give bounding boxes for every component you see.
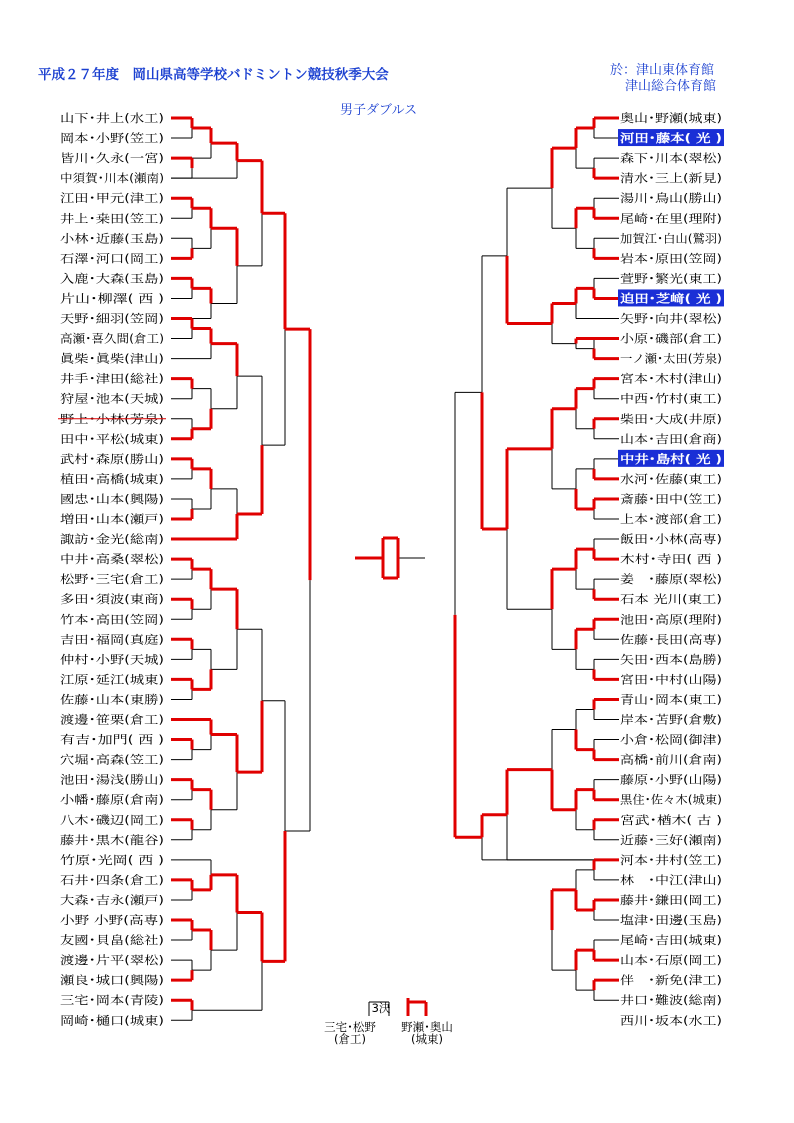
right-player-label: 矢野･向井(翠松) <box>620 311 722 326</box>
right-player-label: 林 ･中江(津山) <box>620 872 722 887</box>
right-player-label: 岩本･原田(笠岡) <box>620 251 722 266</box>
left-player-label: 狩屋･池本(天城) <box>60 391 164 406</box>
left-player-label: 有吉･加門( 西 ) <box>60 732 164 747</box>
left-player-label: 國忠･山本(興陽) <box>60 491 164 506</box>
left-player-label: 野上･小林(芳泉) <box>60 411 164 426</box>
right-player-label: 井口･難波(総南) <box>620 993 722 1008</box>
right-player-label: 姜 ･藤原(翠松) <box>620 572 722 587</box>
left-player-label: 増田･山本(瀬戸) <box>60 512 164 526</box>
left-player-label: 竹本･高田(笠岡) <box>60 612 164 627</box>
right-player-label: 小原･磯部(倉工) <box>620 331 722 346</box>
left-player-label: 佐藤･山本(東勝) <box>60 692 164 707</box>
left-player-label: 山下･井上(水工) <box>60 111 164 125</box>
left-player-label: 渡邊･笹栗(倉工) <box>60 712 164 727</box>
right-player-label: 斎藤･田中(笠工) <box>620 491 722 506</box>
left-player-label: 穴堀･高森(笠工) <box>60 752 164 767</box>
left-player-label: 植田･高橋(城東) <box>60 471 164 486</box>
left-player-label: 入鹿･大森(玉島) <box>60 271 164 286</box>
right-player-label: 伴 ･新免(津工) <box>620 973 722 988</box>
right-player-label: 山本･吉田(倉商) <box>620 431 722 446</box>
third-place-label: 3決 <box>371 1001 391 1015</box>
left-player-label: 岡本･小野(笠工) <box>60 131 164 146</box>
right-player-label: 飯田･小林(高専) <box>620 532 722 547</box>
right-player-label: 西川･坂本(水工) <box>620 1013 722 1028</box>
right-player-label: 清水･三上(新見) <box>620 171 722 186</box>
left-player-label: 松野･三宅(倉工) <box>60 572 164 587</box>
venue-line-2: 津山総合体育館 <box>625 79 717 94</box>
right-player-label: 中西･竹村(東工) <box>620 391 722 406</box>
right-player-label: 塩津･田邊(玉島) <box>620 913 722 927</box>
left-player-label: 小野 小野(高専) <box>60 913 164 927</box>
left-player-label: 岡崎･樋口(城東) <box>60 1013 164 1028</box>
left-player-label: 瀬良･城口(興陽) <box>60 973 164 988</box>
right-player-label: 森下･川本(翠松) <box>620 151 722 166</box>
right-player-label: 佐藤･長田(高専) <box>620 632 722 647</box>
left-player-label: 眞柴･眞柴(津山) <box>60 351 164 366</box>
right-player-label: 近藤･三好(瀬南) <box>620 832 722 847</box>
left-player-label: 片山･柳澤( 西 ) <box>60 291 164 306</box>
left-player-label: 小幡･藤原(倉南) <box>60 792 164 807</box>
right-player-label: 河田･藤本( 光 ) <box>620 131 722 146</box>
left-player-label: 江原･延江(城東) <box>60 672 164 687</box>
left-player-label: 三宅･岡本(青陵) <box>60 993 164 1008</box>
left-player-label: 高瀬･喜久間(倉工) <box>60 331 164 346</box>
right-player-label: 尾崎･吉田(城東) <box>620 933 722 948</box>
right-player-label: 石本 光川(東工) <box>620 592 722 607</box>
left-player-label: 井手･津田(総社) <box>60 371 164 386</box>
right-player-label: 一ノ瀬･太田(芳泉) <box>620 351 722 366</box>
right-player-label: 柴田･大成(井原) <box>620 411 722 426</box>
left-player-label: 諏訪･金光(総南) <box>60 532 164 547</box>
left-player-label: 皆川･久永(一宮) <box>60 151 164 166</box>
left-player-label: 池田･湯浅(勝山) <box>60 772 164 787</box>
left-player-label: 江田･甲元(津工) <box>60 191 164 206</box>
right-player-label: 青山･岡本(東工) <box>620 692 722 707</box>
left-player-label: 仲村･小野(天城) <box>60 652 164 667</box>
page-title: 平成２７年度 岡山県高等学校バドミントン競技秋季大会 <box>38 67 389 83</box>
left-player-label: 天野･細羽(笠岡) <box>60 311 164 326</box>
right-player-label: 山本･石原(岡工) <box>620 953 722 968</box>
left-player-label: 多田･須波(東商) <box>60 592 164 607</box>
right-player-label: 木村･寺田( 西 ) <box>620 552 722 567</box>
right-player-label: 宮武･楢木( 古 ) <box>620 812 722 827</box>
right-player-label: 黒住･佐々木(城東) <box>620 792 722 807</box>
right-player-label: 奥山･野瀬(城東) <box>620 111 722 125</box>
left-player-label: 大森･吉永(瀬戸) <box>60 892 164 907</box>
right-player-label: 池田･高原(理附) <box>620 612 722 627</box>
right-player-label: 藤原･小野(山陽) <box>620 772 722 787</box>
right-player-label: 高橋･前川(倉南) <box>620 752 722 767</box>
left-player-label: 田中･平松(城東) <box>60 431 164 446</box>
right-player-label: 小倉･松岡(御津) <box>620 732 722 747</box>
left-player-label: 石澤･河口(岡工) <box>60 251 164 266</box>
right-player-label: 矢田･西本(島勝) <box>620 652 722 667</box>
third-place-left-name: 三宅･松野 <box>324 1020 376 1034</box>
left-player-label: 井上･桒田(笠工) <box>60 211 164 226</box>
right-player-label: 河本･井村(笠工) <box>620 852 722 867</box>
left-player-label: 小林･近藤(玉島) <box>60 231 164 246</box>
right-player-label: 加賀江･白山(鷲羽) <box>620 231 722 246</box>
right-player-label: 中井･島村( 光 ) <box>620 451 722 466</box>
right-player-label: 迫田･芝﨑( 光 ) <box>620 291 722 306</box>
third-place-left-school: (倉工) <box>334 1032 366 1046</box>
right-player-label: 萱野･繁光(東工) <box>620 271 722 286</box>
right-player-label: 宮本･木村(津山) <box>620 371 722 386</box>
right-player-label: 藤井･鎌田(岡工) <box>620 892 722 907</box>
right-player-label: 宮田･中村(山陽) <box>620 672 722 687</box>
right-player-label: 岸本･苫野(倉敷) <box>620 712 722 727</box>
right-player-label: 水河･佐藤(東工) <box>620 471 722 486</box>
venue-line-1: 於：津山東体育館 <box>610 63 715 78</box>
left-player-label: 中須賀･川本(瀬南) <box>60 171 164 186</box>
right-player-label: 尾崎･在里(理附) <box>620 211 722 226</box>
third-place-right-name: 野瀬･奥山 <box>401 1020 453 1034</box>
left-player-label: 渡邊･片平(翠松) <box>60 953 164 968</box>
left-player-label: 武村･森原(勝山) <box>60 451 164 466</box>
left-player-label: 吉田･福岡(真庭) <box>60 632 164 647</box>
left-player-label: 藤井･黒木(龍谷) <box>60 832 164 847</box>
left-player-label: 友國･貝畠(総社) <box>60 933 164 948</box>
event-title: 男子ダブルス <box>340 103 418 118</box>
left-player-label: 竹原･光岡( 西 ) <box>60 852 164 867</box>
left-player-label: 中井･高桑(翠松) <box>60 552 164 567</box>
third-place-right-school: (城東) <box>411 1032 443 1046</box>
left-player-label: 石井･四条(倉工) <box>60 872 164 887</box>
right-player-label: 上本･渡部(倉工) <box>620 512 722 526</box>
left-player-label: 八木･磯辺(岡工) <box>60 812 164 827</box>
right-player-label: 湯川･鳥山(勝山) <box>620 191 722 206</box>
